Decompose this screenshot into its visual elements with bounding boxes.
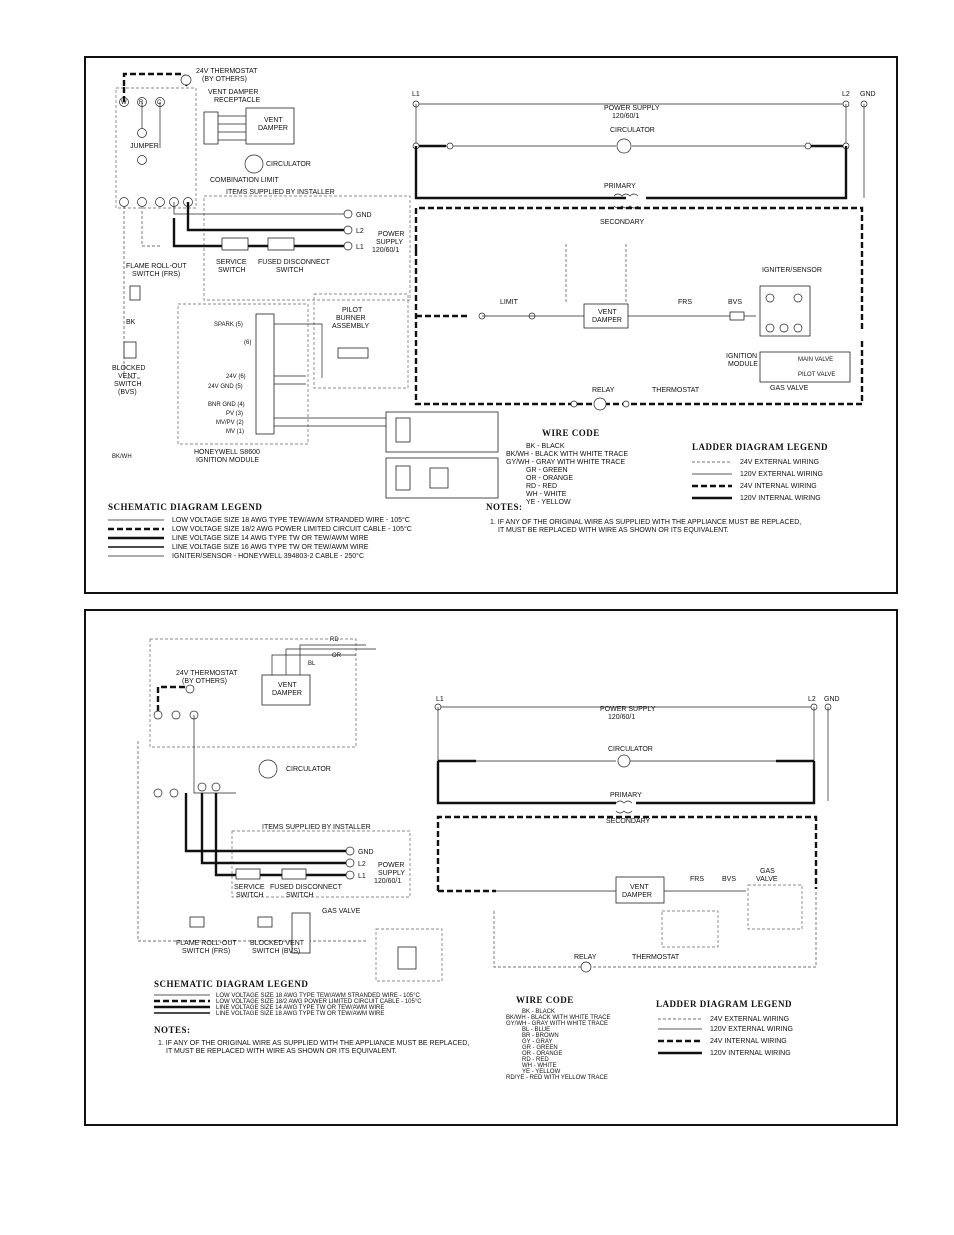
ladder-l1: L1 xyxy=(412,91,420,98)
tt-terminal-w: W xyxy=(121,100,127,106)
b-service-switch: SERVICE SWITCH xyxy=(234,884,265,899)
module-term-6: (6) xyxy=(244,340,252,346)
b-thermostat-sub: (BY OTHERS) xyxy=(182,678,227,685)
b-wc-2: BK/WH - BLACK WITH WHITE TRACE xyxy=(506,1015,611,1021)
ladder-gas-valve: GAS VALVE xyxy=(770,385,809,392)
ladder-legend-3: 24V INTERNAL WIRING xyxy=(740,483,817,490)
b-schematic-legend-title: SCHEMATIC DIAGRAM LEGEND xyxy=(154,979,309,989)
b-gas-valve: GAS VALVE xyxy=(322,908,361,915)
b-ladder-primary: PRIMARY xyxy=(610,792,642,799)
top-diagram-svg xyxy=(86,58,900,596)
b-l1: L1 xyxy=(358,873,366,880)
fused-disconnect-label: FUSED DISCONNECT SWITCH xyxy=(258,259,330,274)
ladder-igniter-sensor: IGNITER/SENSOR xyxy=(762,267,822,274)
module-term-pv: PV (3) xyxy=(226,411,244,417)
b-ladder-frs: FRS xyxy=(690,876,704,883)
wire-code-2: BK/WH - BLACK WITH WHITE TRACE xyxy=(506,451,628,458)
ladder-thermostat: THERMOSTAT xyxy=(652,387,700,394)
b-legend-1: LOW VOLTAGE SIZE 18 AWG TYPE TEW/AWM STRANDED WIRE - 105°C xyxy=(216,993,420,999)
module-terminal-labels xyxy=(208,322,251,435)
ladder-legend-1: 24V EXTERNAL WIRING xyxy=(740,459,820,466)
b-ladder-l2: L2 xyxy=(808,696,816,703)
b-power-supply: POWER SUPPLY 120/60/1 xyxy=(374,862,406,885)
thermostat-sub: (BY OTHERS) xyxy=(202,76,247,83)
b-wc-10: WH - WHITE xyxy=(522,1063,557,1069)
top-legend-entry-3: LINE VOLTAGE SIZE 14 AWG TYPE TW OR TEW/AWM WIRE xyxy=(172,535,369,542)
b-flame-rollout: FLAME ROLL-OUT SWITCH (FRS) xyxy=(176,940,237,955)
module-term-24v-gnd: 24V GND (5) xyxy=(208,384,243,390)
b-blocked-vent: BLOCKED VENT SWITCH (BVS) xyxy=(250,940,305,955)
circulator-label: CIRCULATOR xyxy=(266,161,311,168)
wire-code-1: BK - BLACK xyxy=(526,443,565,450)
ladder-legend-4: 120V INTERNAL WIRING xyxy=(740,495,821,502)
ladder-gnd: GND xyxy=(860,91,876,98)
top-notes-title: NOTES: xyxy=(486,502,523,512)
b-wire-rd: RD xyxy=(330,637,339,643)
b-wire-code-title: WIRE CODE xyxy=(516,995,574,1005)
b-ll-4: 120V INTERNAL WIRING xyxy=(710,1050,791,1057)
circulator-symbol xyxy=(245,155,263,173)
top-schematic xyxy=(108,68,498,560)
l1-label: L1 xyxy=(356,244,364,251)
module-term-mv: MV (1) xyxy=(226,429,244,435)
bottom-schematic xyxy=(138,637,469,1055)
b-ladder-vent-damper: VENT DAMPER xyxy=(622,884,652,899)
ladder-vent-damper: VENT DAMPER xyxy=(592,309,622,324)
b-wc-1: BK - BLACK xyxy=(522,1009,556,1015)
b-wc-11: YE - YELLOW xyxy=(522,1069,561,1075)
b-ll-3: 24V INTERNAL WIRING xyxy=(710,1038,787,1045)
top-wire-code-entries xyxy=(506,443,628,506)
top-legend-entry-2: LOW VOLTAGE SIZE 18/2 AWG POWER LIMITED CIRCUIT CABLE - 105°C xyxy=(172,526,412,533)
thermostat-symbol xyxy=(181,75,191,85)
b-ll-2: 120V EXTERNAL WIRING xyxy=(710,1026,793,1033)
b-vent-damper-label: VENT DAMPER xyxy=(272,682,302,697)
b-wire-or: OR xyxy=(332,653,341,659)
module-term-bnr-gnd: BNR GND (4) xyxy=(208,402,245,408)
ladder-l2: L2 xyxy=(842,91,850,98)
b-legend-4: LINE VOLTAGE SIZE 18 AWG TYPE TW OR TEW/AWM WIRE xyxy=(216,1011,385,1017)
tt-terminal-c: C xyxy=(157,100,162,106)
ladder-main-valve: MAIN VALVE xyxy=(798,357,834,363)
b-ladder-thermostat: THERMOSTAT xyxy=(632,954,680,961)
module-term-24v: 24V (6) xyxy=(226,374,246,380)
b-ll-1: 24V EXTERNAL WIRING xyxy=(710,1016,790,1023)
wire-code-8: YE - YELLOW xyxy=(526,499,571,506)
ladder-relay: RELAY xyxy=(592,387,615,394)
ladder-circulator: CIRCULATOR xyxy=(610,127,655,134)
b-wire-code-entries xyxy=(506,1009,611,1081)
b-wc-9: RD - RED xyxy=(522,1057,549,1063)
b-ladder-circulator: CIRCULATOR xyxy=(608,746,653,753)
ladder-legend-2: 120V EXTERNAL WIRING xyxy=(740,471,823,478)
items-supplied-label: ITEMS SUPPLIED BY INSTALLER xyxy=(226,189,335,196)
b-ladder-relay: RELAY xyxy=(574,954,597,961)
module-term-mvpv: MV/PV (2) xyxy=(216,420,244,426)
b-wc-8: OR - ORANGE xyxy=(522,1051,563,1057)
b-wc-12: RD/YE - RED WITH YELLOW TRACE xyxy=(506,1075,608,1081)
flame-rollout-label: FLAME ROLL-OUT SWITCH (FRS) xyxy=(126,263,187,278)
b-wc-5: BR - BROWN xyxy=(522,1033,559,1039)
b-ladder-gnd: GND xyxy=(824,696,840,703)
b-wc-6: GY - GRAY xyxy=(522,1039,553,1045)
thermostat-label: 24V THERMOSTAT xyxy=(196,68,258,75)
bottom-diagram-svg xyxy=(86,611,900,1128)
b-l2: L2 xyxy=(358,861,366,868)
ladder-frs: FRS xyxy=(678,299,692,306)
ladder-secondary: SECONDARY xyxy=(600,219,645,226)
top-legend-entry-1: LOW VOLTAGE SIZE 18 AWG TYPE TEW/AWM STRANDED WIRE - 105°C xyxy=(172,517,410,524)
b-ladder-legend-title: LADDER DIAGRAM LEGEND xyxy=(656,999,793,1009)
power-supply-label: POWER SUPPLY 120/60/1 xyxy=(372,231,405,254)
b-circulator-label: CIRCULATOR xyxy=(286,766,331,773)
jumper-label: JUMPER xyxy=(130,143,159,150)
b-wc-3: GY/WH - GRAY WITH WHITE TRACE xyxy=(506,1021,608,1027)
b-notes-text: 1. IF ANY OF THE ORIGINAL WIRE AS SUPPLIED WITH THE APPLIANCE MUST BE REPLACED, IT MUST BE REPLACED WITH WIRE AS SHOWN OR ITS EQUIVALENT. xyxy=(158,1040,470,1055)
ladder-bvs: BVS xyxy=(728,299,743,306)
combination-limit-label: COMBINATION LIMIT xyxy=(210,177,279,184)
gnd-label: GND xyxy=(356,212,372,219)
honeywell-label: HONEYWELL S8600 IGNITION MODULE xyxy=(194,449,260,464)
module-term-spark: SPARK (5) xyxy=(214,322,243,328)
ladder-ignition-module: IGNITION MODULE xyxy=(726,353,758,368)
ladder-primary: PRIMARY xyxy=(604,183,636,190)
wire-code-3: GY/WH - GRAY WITH WHITE TRACE xyxy=(506,459,625,466)
tt-terminal-r: R xyxy=(139,100,144,106)
service-switch-label: SERVICE SWITCH xyxy=(216,259,247,274)
top-legend-entry-4: LINE VOLTAGE SIZE 16 AWG TYPE TW OR TEW/AWM WIRE xyxy=(172,544,369,551)
b-wc-4: BL - BLUE xyxy=(522,1027,551,1033)
b-wc-7: GR - GREEN xyxy=(522,1045,558,1051)
b-thermostat-label: 24V THERMOSTAT xyxy=(176,670,238,677)
wire-code-4: GR - GREEN xyxy=(526,467,568,474)
wire-bk-label: BK xyxy=(126,319,136,326)
b-ladder-power: POWER SUPPLY 120/60/1 xyxy=(600,706,656,721)
bottom-ladder-diagram xyxy=(435,696,840,1081)
wire-bkwh-label: BK/WH xyxy=(112,454,132,460)
top-schematic-legend-title: SCHEMATIC DIAGRAM LEGEND xyxy=(108,502,263,512)
b-wire-bl: BL xyxy=(308,661,316,667)
top-legend-entry-5: IGNITER/SENSOR - HONEYWELL 394803-2 CABLE - 250°C xyxy=(172,553,364,560)
top-wire-code-title: WIRE CODE xyxy=(542,428,600,438)
top-notes-text: 1. IF ANY OF THE ORIGINAL WIRE AS SUPPLIED WITH THE APPLIANCE MUST BE REPLACED, IT MUST BE REPLACED WITH WIRE AS SHOWN OR ITS EQUIVALENT. xyxy=(490,519,802,534)
ladder-power-supply: POWER SUPPLY 120/60/1 xyxy=(604,105,660,120)
ladder-pilot-valve: PILOT VALVE xyxy=(798,372,836,378)
b-ladder-gas-valve: GAS VALVE xyxy=(756,868,778,883)
b-items-supplied: ITEMS SUPPLIED BY INSTALLER xyxy=(262,824,371,831)
b-legend-2: LOW VOLTAGE SIZE 18/2 AWG POWER LIMITED CIRCUIT CABLE - 105°C xyxy=(216,999,422,1005)
b-notes-title: NOTES: xyxy=(154,1025,191,1035)
b-fused-disconnect: FUSED DISCONNECT SWITCH xyxy=(270,884,342,899)
ladder-limit: LIMIT xyxy=(500,299,518,306)
top-ladder-legend-title: LADDER DIAGRAM LEGEND xyxy=(692,442,829,452)
b-ladder-bvs: BVS xyxy=(722,876,737,883)
pilot-burner-label: PILOT BURNER ASSEMBLY xyxy=(332,307,370,330)
wire-code-6: RD - RED xyxy=(526,483,558,490)
b-gnd: GND xyxy=(358,849,374,856)
b-legend-3: LINE VOLTAGE SIZE 14 AWG TYPE TW OR TEW/AWM WIRE xyxy=(216,1005,385,1011)
wire-code-7: WH - WHITE xyxy=(526,491,567,498)
vent-damper-label: VENT DAMPER xyxy=(258,117,288,132)
wiring-diagram-top-panel xyxy=(84,56,898,594)
b-ladder-secondary: SECONDARY xyxy=(606,818,651,825)
b-ladder-l1: L1 xyxy=(436,696,444,703)
wiring-diagram-bottom-panel xyxy=(84,609,898,1126)
blocked-vent-label: BLOCKED VENT SWITCH (BVS) xyxy=(112,365,146,396)
wire-code-5: OR - ORANGE xyxy=(526,475,574,482)
l2-label: L2 xyxy=(356,228,364,235)
vent-damper-receptacle-label: VENT DAMPER RECEPTACLE xyxy=(208,89,261,104)
